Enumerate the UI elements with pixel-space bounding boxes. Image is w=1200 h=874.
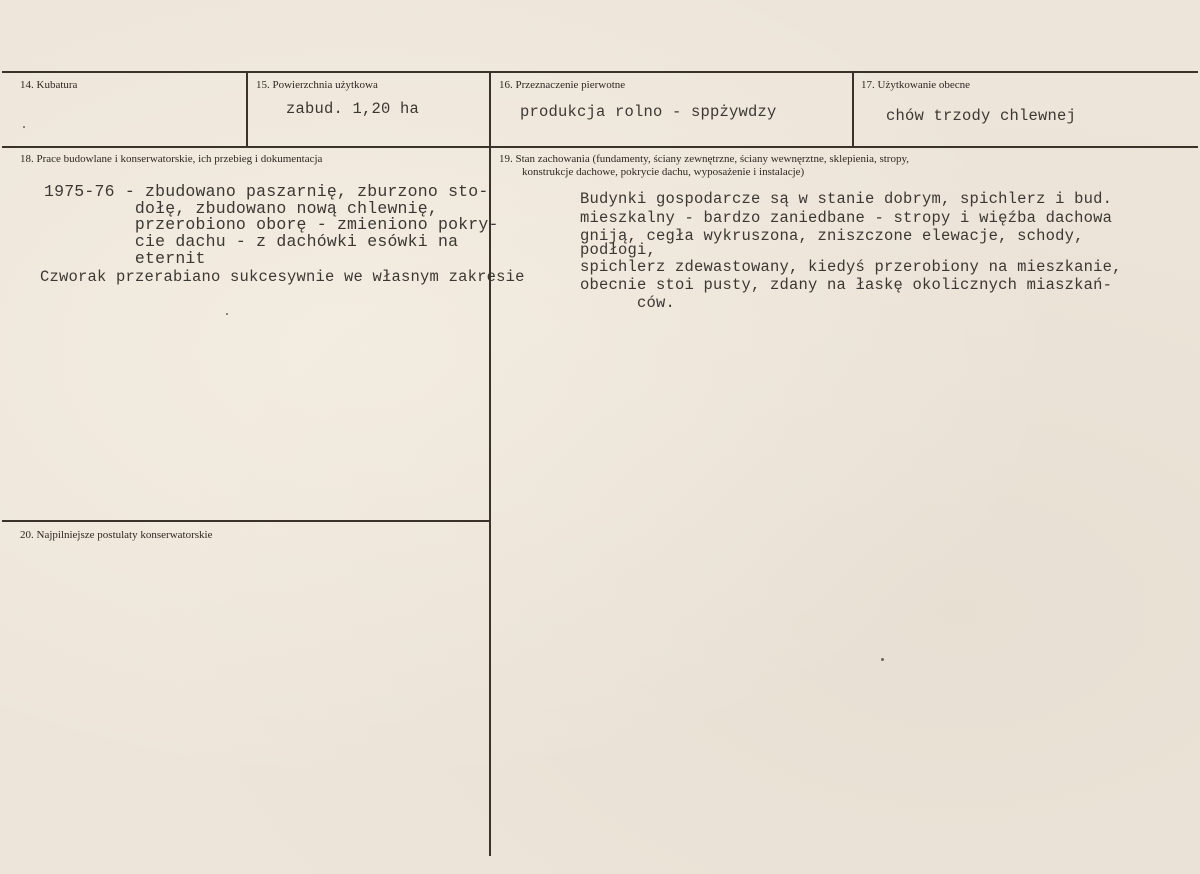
field-16-value: produkcja rolno - sppżywdzy bbox=[520, 103, 777, 121]
field-18-line-5: eternit bbox=[44, 249, 206, 268]
field-18-line-6: Czworak przerabiano sukcesywnie we własnym zakresie bbox=[40, 268, 525, 286]
field-19-line-2: mieszkalny - bardzo zaniedbane - stropy i więźba dachowa bbox=[580, 209, 1113, 227]
field-19-line-7: ców. bbox=[580, 294, 676, 312]
field-19-line-3: gniją, cegła wykruszona, zniszczone elewacje, schody, bbox=[580, 227, 1084, 245]
field-19-line-5: spichlerz zdewastowany, kiedyś przerobiony na mieszkanie, bbox=[580, 258, 1122, 276]
field-19-line-6: obecnie stoi pusty, zdany na łaskę okolicznych miaszkań- bbox=[580, 276, 1113, 294]
vrule-14-15 bbox=[246, 72, 248, 147]
field-18-line-1: 1975-76 - zbudowano paszarnię, zburzono sto- bbox=[44, 182, 489, 201]
field-15-label: 15. Powierzchnia użytkowa bbox=[256, 79, 378, 91]
field-16-label: 16. Przeznaczenie pierwotne bbox=[499, 79, 626, 91]
vrule-16-17 bbox=[852, 72, 854, 147]
field-19-line-4: podłogi, bbox=[580, 241, 657, 259]
field-18-line-2: dołę, zbudowano nową chlewnię, bbox=[44, 199, 438, 218]
field-20-label: 20. Najpilniejsze postulaty konserwatorskie bbox=[20, 529, 213, 541]
field-17-value: chów trzody chlewnej bbox=[886, 107, 1077, 125]
row-divider bbox=[2, 146, 1198, 148]
section-divider-18-20 bbox=[2, 520, 490, 522]
field-17-label: 17. Użytkowanie obecne bbox=[861, 79, 971, 91]
field-18-label: 18. Prace budowlane i konserwatorskie, ich przebieg i dokumentacja bbox=[20, 153, 323, 165]
field-18-line-3: przerobiono oborę - zmieniono pokry- bbox=[44, 215, 499, 234]
paper-speck bbox=[881, 658, 884, 661]
top-rule bbox=[2, 71, 1198, 73]
vrule-15-16 bbox=[489, 72, 491, 856]
field-18-line-4: cie dachu - z dachówki esówki na bbox=[44, 232, 459, 251]
field-15-value: zabud. 1,20 ha bbox=[286, 100, 420, 118]
paper-speck bbox=[23, 126, 25, 128]
field-19-line-1: Budynki gospodarcze są w stanie dobrym, spichlerz i bud. bbox=[580, 190, 1113, 208]
field-14-label: 14. Kubatura bbox=[20, 79, 78, 91]
paper-speck bbox=[226, 313, 228, 315]
field-19-label-line-1: 19. Stan zachowania (fundamenty, ściany zewnętrzne, ściany wewnęrztne, sklepienia, stropy, bbox=[499, 153, 910, 165]
field-19-label-line-2: konstrukcje dachowe, pokrycie dachu, wyposażenie i instalacje) bbox=[522, 166, 805, 178]
